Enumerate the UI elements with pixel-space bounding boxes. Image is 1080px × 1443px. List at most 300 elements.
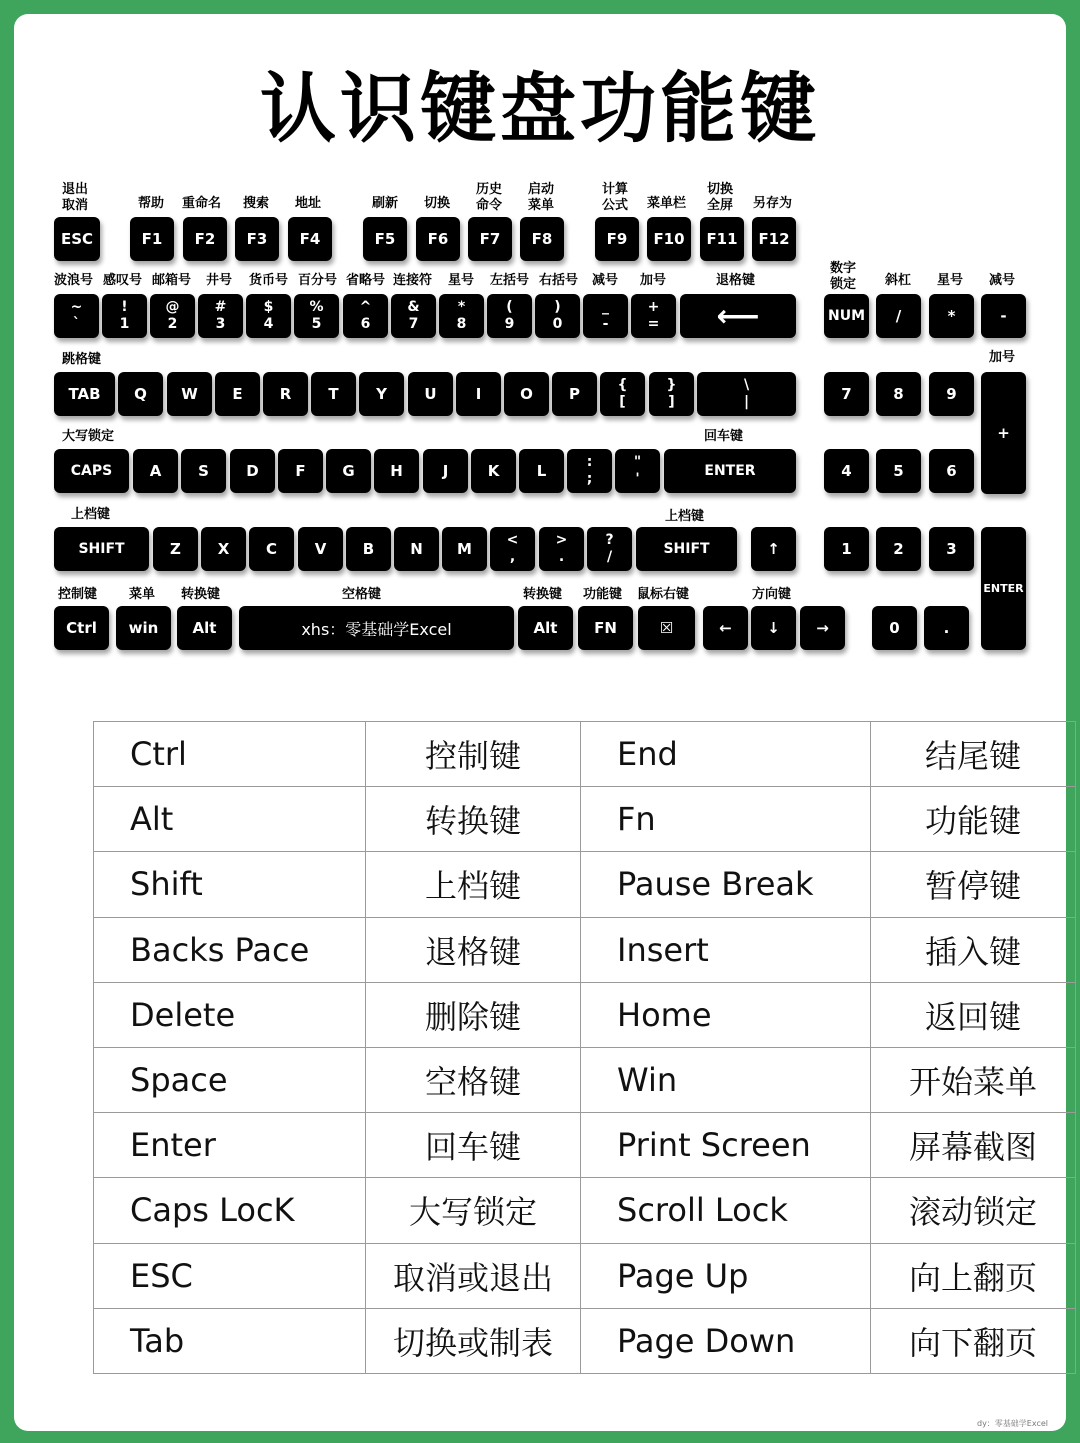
label-tilde: 波浪号 — [54, 273, 94, 288]
key-np-div — [876, 294, 921, 338]
key-fn — [578, 606, 633, 650]
key-legend-pair — [507, 532, 519, 566]
key-legend: 5 — [893, 462, 904, 480]
key-meaning-cell: 转换键 — [366, 787, 581, 852]
key-meaning-cell: 取消或退出 — [366, 1243, 581, 1308]
key-backspace — [680, 294, 796, 338]
key-up — [751, 527, 796, 571]
key-b — [346, 527, 391, 571]
key-j — [423, 449, 468, 493]
key-legend-top: @ — [165, 299, 180, 315]
key-legend-bottom: 5 — [311, 316, 322, 332]
key-legend: J — [442, 462, 449, 480]
key-legend-bottom: 3 — [215, 316, 226, 332]
key-legend: 0 — [889, 619, 900, 637]
key-legend: F — [295, 462, 306, 480]
key-d — [230, 449, 275, 493]
key-legend: H — [390, 462, 403, 480]
key-legend: F11 — [706, 230, 738, 248]
key-np2 — [876, 527, 921, 571]
key-np0 — [872, 606, 917, 650]
key-legend-bottom: , — [509, 549, 516, 565]
key-legend: V — [314, 540, 327, 558]
label-esc: 退出 取消 — [62, 182, 89, 213]
label-ctrl: 控制键 — [58, 587, 98, 602]
key-meaning-cell: 返回键 — [871, 982, 1076, 1047]
key-f10 — [647, 217, 691, 261]
key-legend-top: ! — [121, 299, 128, 315]
key-ctrl — [54, 606, 109, 650]
shortcut-table — [93, 721, 1076, 1374]
key-legend-bottom: 6 — [360, 316, 371, 332]
key-name-cell: Tab — [94, 1308, 366, 1373]
credit-text: dy：零基础学Excel — [976, 1419, 1048, 1428]
key-legend-pair — [407, 299, 419, 333]
key-np-mul — [929, 294, 974, 338]
key-s — [181, 449, 226, 493]
key-k8 — [439, 294, 484, 338]
key-meaning-cell: 删除键 — [366, 982, 581, 1047]
key-np8 — [876, 372, 921, 416]
key-legend: ⟵ — [716, 298, 760, 334]
key-legend-bottom: 1 — [119, 316, 130, 332]
key-legend-bottom: ; — [586, 471, 593, 487]
key-t — [311, 372, 356, 416]
key-np-dot — [924, 606, 969, 650]
key-legend: F1 — [141, 230, 163, 248]
label-enter: 回车键 — [704, 429, 744, 444]
key-legend: R — [279, 385, 292, 403]
label-f11: 切换 全屏 — [707, 182, 734, 213]
key-legend-top: \ — [743, 377, 750, 393]
key-minus — [583, 294, 628, 338]
label-k3: 井号 — [206, 273, 233, 288]
key-legend-pair — [667, 377, 677, 411]
key-legend: N — [410, 540, 423, 558]
label-f12: 另存为 — [753, 196, 793, 211]
key-np1 — [824, 527, 869, 571]
page-title: 认识键盘功能键 — [260, 64, 820, 153]
key-legend: 7 — [841, 385, 852, 403]
key-k1 — [102, 294, 147, 338]
label-k0: 右括号 — [539, 273, 579, 288]
key-f12 — [752, 217, 796, 261]
key-n — [394, 527, 439, 571]
key-o — [504, 372, 549, 416]
key-legend-top: + — [647, 299, 660, 315]
key-name-cell: Print Screen — [581, 1113, 871, 1178]
key-w — [167, 372, 212, 416]
key-period — [539, 527, 584, 571]
key-name-cell: Home — [581, 982, 871, 1047]
label-backspace: 退格键 — [716, 273, 756, 288]
key-c — [249, 527, 294, 571]
key-legend-pair — [166, 299, 180, 333]
key-y — [359, 372, 404, 416]
key-name-cell: ESC — [94, 1243, 366, 1308]
key-legend: S — [198, 462, 209, 480]
label-k4: 货币号 — [249, 273, 289, 288]
key-legend-top: { — [617, 377, 628, 393]
label-rshift: 上档键 — [665, 509, 705, 524]
key-k4 — [246, 294, 291, 338]
key-legend: L — [536, 462, 547, 480]
key-enter — [664, 449, 796, 493]
table-row — [94, 917, 1076, 982]
key-legend-pair — [634, 454, 641, 488]
key-legend: . — [943, 619, 950, 637]
key-legend-pair — [505, 299, 515, 333]
key-win — [116, 606, 171, 650]
key-meaning-cell: 功能键 — [871, 787, 1076, 852]
table-row — [94, 787, 1076, 852]
key-menu — [638, 606, 695, 650]
label-f2: 重命名 — [182, 196, 222, 211]
label-f10: 菜单栏 — [647, 196, 687, 211]
key-legend: P — [569, 385, 580, 403]
key-k5 — [294, 294, 339, 338]
key-legend-bottom: / — [606, 549, 613, 565]
key-legend-top: ~ — [70, 299, 83, 315]
key-legend: F2 — [194, 230, 216, 248]
key-p — [552, 372, 597, 416]
key-legend: F10 — [653, 230, 685, 248]
key-legend-bottom: | — [743, 394, 750, 410]
key-legend-top: % — [309, 299, 324, 315]
key-meaning-cell: 屏幕截图 — [871, 1113, 1076, 1178]
key-legend-pair — [553, 299, 563, 333]
key-legend: TAB — [68, 385, 101, 403]
key-legend: U — [424, 385, 437, 403]
key-x — [201, 527, 246, 571]
key-legend: ESC — [60, 230, 94, 248]
key-right — [800, 606, 845, 650]
key-name-cell: Delete — [94, 982, 366, 1047]
key-legend-bottom: = — [647, 316, 660, 332]
key-z — [153, 527, 198, 571]
key-legend-bottom: ' — [635, 471, 640, 487]
key-name-cell: Page Up — [581, 1243, 871, 1308]
key-name-cell: Alt — [94, 787, 366, 852]
key-legend: 8 — [893, 385, 904, 403]
key-meaning-cell: 退格键 — [366, 917, 581, 982]
key-legend: 1 — [841, 540, 852, 558]
label-k9: 左括号 — [490, 273, 530, 288]
key-legend: F7 — [479, 230, 501, 248]
key-g — [326, 449, 371, 493]
label-f1: 帮助 — [138, 196, 165, 211]
key-legend: Q — [134, 385, 147, 403]
key-quote — [615, 449, 660, 493]
table-row — [94, 1243, 1076, 1308]
label-f8: 启动 菜单 — [528, 182, 555, 213]
key-backslash — [697, 372, 796, 416]
key-f1 — [130, 217, 174, 261]
table-row — [94, 982, 1076, 1047]
key-legend: K — [487, 462, 500, 480]
key-semicolon — [567, 449, 612, 493]
key-legend-bottom: [ — [619, 394, 626, 410]
key-meaning-cell: 插入键 — [871, 917, 1076, 982]
key-legend: C — [265, 540, 277, 558]
label-arrows: 方向键 — [752, 587, 792, 602]
key-legend: T — [328, 385, 339, 403]
key-np5 — [876, 449, 921, 493]
key-k3 — [198, 294, 243, 338]
key-name-cell: Ctrl — [94, 722, 366, 787]
key-legend: Alt — [192, 619, 217, 637]
label-equal: 加号 — [640, 273, 667, 288]
key-legend: ↓ — [767, 619, 780, 637]
key-legend: ← — [719, 619, 732, 637]
key-rbracket — [649, 372, 694, 416]
label-k7: 连接符 — [393, 273, 433, 288]
label-f5: 刷新 — [372, 196, 399, 211]
key-meaning-cell: 回车键 — [366, 1113, 581, 1178]
key-legend: F12 — [758, 230, 790, 248]
key-legend: SHIFT — [78, 541, 125, 557]
label-f7: 历史 命令 — [476, 182, 503, 213]
key-legend-pair — [120, 299, 130, 333]
key-meaning-cell: 切换或制表 — [366, 1308, 581, 1373]
key-space — [239, 606, 514, 650]
label-f6: 切换 — [424, 196, 451, 211]
key-legend: F4 — [299, 230, 321, 248]
key-np-add — [981, 372, 1026, 494]
key-comma — [490, 527, 535, 571]
key-k9 — [487, 294, 532, 338]
key-legend: - — [1000, 307, 1007, 325]
key-legend: W — [181, 385, 198, 403]
label-minus: 减号 — [592, 273, 619, 288]
label-tab: 跳格键 — [62, 352, 102, 367]
label-ralt: 转换键 — [523, 587, 563, 602]
key-legend: + — [997, 424, 1010, 442]
key-legend-bottom: 2 — [167, 316, 178, 332]
key-esc — [54, 217, 100, 261]
key-legend-pair — [264, 299, 274, 333]
key-legend-pair — [457, 299, 467, 333]
key-legend: Ctrl — [66, 619, 97, 637]
key-legend: F3 — [246, 230, 268, 248]
key-legend-pair — [587, 454, 593, 488]
key-np4 — [824, 449, 869, 493]
label-fn: 功能键 — [583, 587, 623, 602]
key-meaning-cell: 大写锁定 — [366, 1178, 581, 1243]
key-legend-top: $ — [263, 299, 274, 315]
key-f2 — [183, 217, 227, 261]
key-legend: D — [246, 462, 259, 480]
key-name-cell: Scroll Lock — [581, 1178, 871, 1243]
key-f9 — [595, 217, 639, 261]
label-lalt: 转换键 — [181, 587, 221, 602]
key-name-cell: Page Down — [581, 1308, 871, 1373]
key-r — [263, 372, 308, 416]
key-legend-top: > — [555, 532, 568, 548]
key-legend: F9 — [606, 230, 628, 248]
key-name-cell: Pause Break — [581, 852, 871, 917]
key-left — [703, 606, 748, 650]
key-meaning-cell: 结尾键 — [871, 722, 1076, 787]
key-legend: 9 — [946, 385, 957, 403]
key-tilde — [54, 294, 99, 338]
label-num: 数字 锁定 — [830, 261, 857, 292]
key-f8 — [520, 217, 564, 261]
key-num — [824, 294, 869, 338]
key-lbracket — [600, 372, 645, 416]
key-legend: F8 — [531, 230, 553, 248]
key-legend-bottom: 4 — [263, 316, 274, 332]
key-np-sub — [981, 294, 1026, 338]
key-slash — [587, 527, 632, 571]
key-legend-pair — [215, 299, 227, 333]
key-legend-top: # — [214, 299, 227, 315]
key-m — [442, 527, 487, 571]
table-row — [94, 1113, 1076, 1178]
key-meaning-cell: 控制键 — [366, 722, 581, 787]
key-legend-top: ( — [506, 299, 513, 315]
key-np-enter — [981, 527, 1026, 650]
key-np6 — [929, 449, 974, 493]
key-legend-pair — [556, 532, 568, 566]
label-f3: 搜索 — [243, 196, 270, 211]
key-legend-pair — [648, 299, 660, 333]
label-k5: 百分号 — [298, 273, 338, 288]
label-k8: 星号 — [448, 273, 475, 288]
key-legend-pair — [360, 299, 372, 333]
key-legend: FN — [594, 619, 617, 637]
key-l — [519, 449, 564, 493]
key-legend-top: ) — [554, 299, 561, 315]
table-row — [94, 722, 1076, 787]
key-legend: M — [457, 540, 472, 558]
key-legend: X — [217, 540, 230, 558]
table-row — [94, 1308, 1076, 1373]
key-legend-bottom: - — [602, 316, 609, 332]
key-k2 — [150, 294, 195, 338]
key-k7 — [391, 294, 436, 338]
label-np-add: 加号 — [989, 350, 1016, 365]
key-lshift — [54, 527, 149, 571]
key-legend-pair — [602, 299, 609, 333]
key-legend-top: " — [633, 454, 642, 470]
key-f6 — [416, 217, 460, 261]
key-legend-bottom: ] — [668, 394, 675, 410]
key-name-cell: Fn — [581, 787, 871, 852]
key-legend: xhs：零基础学Excel — [301, 619, 452, 639]
key-legend-top: ^ — [359, 299, 372, 315]
key-legend-top: & — [407, 299, 420, 315]
key-q — [118, 372, 163, 416]
key-legend: ENTER — [983, 582, 1024, 595]
key-f — [278, 449, 323, 493]
label-k2: 邮箱号 — [152, 273, 192, 288]
key-legend: 3 — [946, 540, 957, 558]
key-meaning-cell: 向上翻页 — [871, 1243, 1076, 1308]
key-name-cell: End — [581, 722, 871, 787]
key-legend-bottom: 0 — [552, 316, 563, 332]
key-np7 — [824, 372, 869, 416]
key-f3 — [235, 217, 279, 261]
key-legend-top: ? — [605, 532, 614, 548]
table-row — [94, 1047, 1076, 1112]
key-legend-top: * — [457, 299, 466, 315]
key-legend-bottom: ` — [72, 316, 80, 332]
key-legend: B — [362, 540, 375, 558]
key-lalt — [177, 606, 232, 650]
key-f7 — [468, 217, 512, 261]
label-menu: 鼠标右键 — [637, 587, 690, 602]
key-legend: → — [816, 619, 829, 637]
key-u — [408, 372, 453, 416]
key-tab — [54, 372, 115, 416]
key-legend-top: : — [586, 454, 593, 470]
key-legend: win — [128, 619, 159, 637]
key-meaning-cell: 滚动锁定 — [871, 1178, 1076, 1243]
key-legend: 4 — [841, 462, 852, 480]
table-row — [94, 852, 1076, 917]
label-space: 空格键 — [342, 587, 382, 602]
key-legend: E — [232, 385, 243, 403]
key-legend: ↑ — [767, 540, 780, 558]
table-row — [94, 1178, 1076, 1243]
key-name-cell: Space — [94, 1047, 366, 1112]
key-legend: ☒ — [659, 619, 674, 637]
key-legend: CAPS — [70, 463, 113, 479]
key-legend-bottom: 8 — [456, 316, 467, 332]
key-name-cell: Enter — [94, 1113, 366, 1178]
key-legend-pair — [618, 377, 628, 411]
key-k — [471, 449, 516, 493]
label-win: 菜单 — [129, 587, 156, 602]
key-legend: * — [947, 307, 956, 325]
key-name-cell: Insert — [581, 917, 871, 982]
key-legend-pair — [744, 377, 749, 411]
key-legend: SHIFT — [663, 541, 710, 557]
key-legend: A — [149, 462, 162, 480]
label-f9: 计算 公式 — [602, 182, 629, 213]
key-legend: Y — [376, 385, 387, 403]
key-h — [374, 449, 419, 493]
key-legend-pair — [71, 299, 83, 333]
key-f4 — [288, 217, 332, 261]
key-k0 — [535, 294, 580, 338]
key-legend-bottom: 9 — [504, 316, 515, 332]
key-legend: / — [895, 307, 902, 325]
key-legend: F5 — [374, 230, 396, 248]
key-np9 — [929, 372, 974, 416]
key-legend: G — [342, 462, 355, 480]
key-name-cell: Caps LocK — [94, 1178, 366, 1243]
label-f4: 地址 — [295, 196, 322, 211]
key-meaning-cell: 向下翻页 — [871, 1308, 1076, 1373]
key-f5 — [363, 217, 407, 261]
label-k6: 省略号 — [346, 273, 386, 288]
key-legend-bottom: 7 — [408, 316, 419, 332]
label-lshift: 上档键 — [71, 507, 111, 522]
key-name-cell: Shift — [94, 852, 366, 917]
key-np3 — [929, 527, 974, 571]
key-f11 — [700, 217, 744, 261]
key-legend-bottom: . — [558, 549, 565, 565]
key-meaning-cell: 上档键 — [366, 852, 581, 917]
key-legend: 6 — [946, 462, 957, 480]
key-e — [215, 372, 260, 416]
key-legend: NUM — [827, 308, 866, 324]
key-meaning-cell: 空格键 — [366, 1047, 581, 1112]
key-caps — [54, 449, 129, 493]
key-name-cell: Backs Pace — [94, 917, 366, 982]
